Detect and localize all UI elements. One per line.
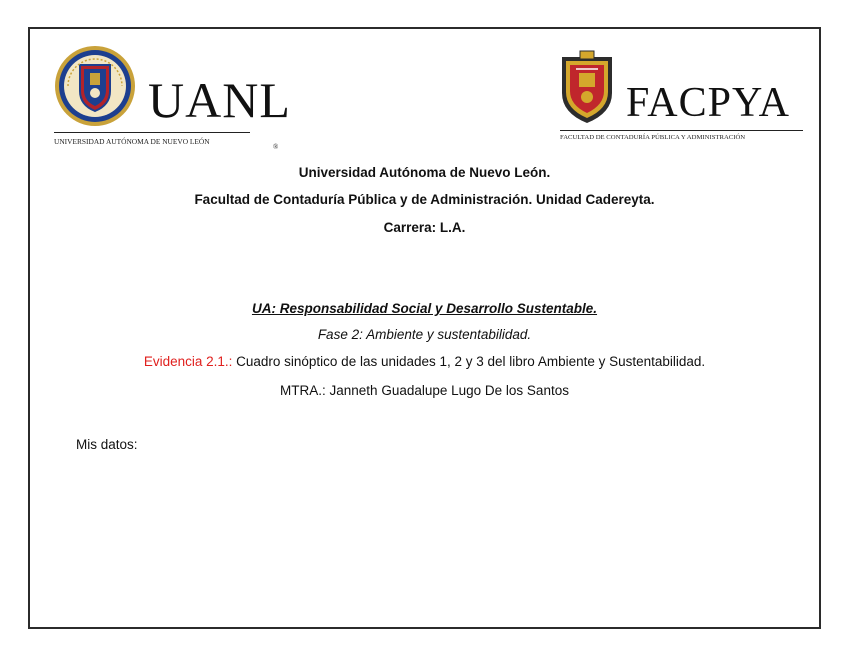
evidence-label: Evidencia 2.1.: [143,354,233,369]
career-label: Carrera: L.A. [383,220,466,235]
facpya-shield-icon [558,49,616,125]
uanl-wordmark: UANL [148,72,291,128]
facpya-divider [560,130,803,131]
uanl-seal-icon [54,45,136,127]
document-page [28,27,821,629]
uanl-subtitle: UNIVERSIDAD AUTÓNOMA DE NUEVO LEÓN [54,137,210,146]
phase-label: Fase 2: Ambiente y sustentabilidad. [317,327,532,342]
learning-unit-title: UA: Responsabilidad Social y Desarrollo Sustentable. [251,301,598,316]
my-data-label: Mis datos: [76,437,138,452]
facpya-subtitle: FACULTAD DE CONTADURÍA PÚBLICA Y ADMINISTRACIÓN [560,134,746,141]
evidence-line [30,354,819,369]
faculty-name: Facultad de Contaduría Pública y de Administración. Unidad Cadereyta. [194,192,655,207]
uanl-registered-mark: ® [273,143,279,151]
evidence-description: Cuadro sinóptico de las unidades 1, 2 y 3 del libro Ambiente y Sustentabilidad. [232,354,706,369]
uanl-divider [54,132,250,133]
teacher-name: MTRA.: Janneth Guadalupe Lugo De los Santos [280,383,569,398]
facpya-logo [558,45,808,145]
university-name: Universidad Autónoma de Nuevo León. [298,165,551,180]
facpya-wordmark: FACPYA [626,80,790,126]
uanl-logo [54,45,291,151]
